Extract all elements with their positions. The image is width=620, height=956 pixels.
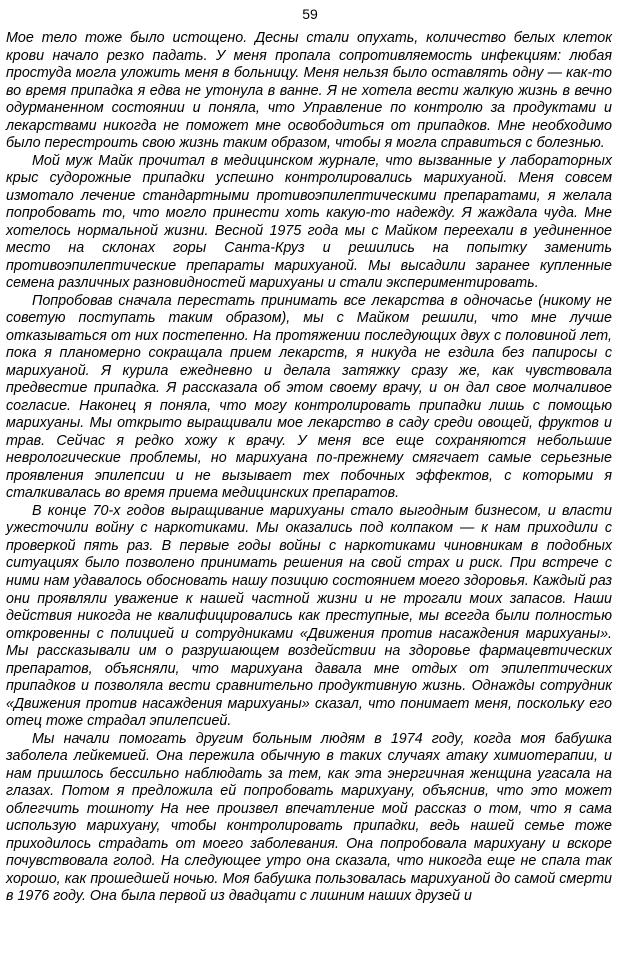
paragraph-5: Мы начали помогать другим больным людям в 1974 году, когда моя бабушка заболела лейкемией. Она пережила обычную в таких случаях атаку химиотерапии, и нам пришлось бессильно наблюдать за тем, как эта энергичная женщина угасала на глазах. Потом я предложила ей попробовать марихуану, объяснив, что это может облегчить тошноту На нее произвел впечатление мой рассказ о том, что я сама использую марихуану, чтобы контролировать припадки, ведь нашей семье тоже приходилось страдать от моего заболевания. Она попробовала марихуану и вскоре почувствовала голод. На следующее утро она сказала, что никогда еще не спала так хорошо, как прошедшей ночью. Моя бабушка пользовалась марихуаной до самой смерти в 1976 году. Она была первой из двадцати с лишним наших друзей и xyxy=(6,730,612,905)
paragraph-3: Попробовав сначала перестать принимать все лекарства в одночасье (никому не советую поступать таким образом), мы с Майком решили, что мне лучше отказываться от них постепенно. На протяжении последующих двух с половиной лет, пока я планомерно сокращала прием лекарств, я никуда не ездила без папиросы с марихуаной. Я курила ежедневно и делала затяжку сразу же, как чувствовала предвестие припадка. Я рассказала об этом своему врачу, и он дал свое молчаливое согласие. Наконец я поняла, что могу контролировать припадки лишь с помощью марихуаны. Мы открыто выращивали мое лекарство в саду среди овощей, фруктов и трав. Сейчас я редко хожу к врачу. У меня все еще сохраняются небольшие неврологические проблемы, но марихуана по-прежнему смягчает самые серьезные проявления эпилепсии и не вызывает тех побочных эффектов, с которыми я сталкивалась во время приема медицинских препаратов. xyxy=(6,292,612,502)
document-body xyxy=(6,30,612,906)
page-number: 59 xyxy=(302,6,318,22)
paragraph-1: Мое тело тоже было истощено. Десны стали опухать, количество белых клеток крови начало резко падать. У меня пропала сопротивляемость инфекциям: любая простуда могла уложить меня в больницу. Меня нельзя было оставлять одну — как-то во время припадка я едва не утонула в ванне. Я не хотела вести жалкую жизнь в вечно одурманенном состоянии и поняла, что Управление по контролю за продуктами и лекарствами никогда не поможет мне освободиться от припадков. Мне необходимо было перестроить свою жизнь таким образом, чтобы я могла справиться с болезнью. xyxy=(6,30,612,152)
paragraph-4: В конце 70-х годов выращивание марихуаны стало выгодным бизнесом, и власти ужесточили войну с наркотиками. Мы оказались под колпаком — к нам приходили с проверкой пять раз. В первые годы войны с наркотиками чиновникам в подобных ситуациях было позволено принимать решения на свой страх и риск. При встрече с ними нам удавалось обосновать нашу позицию состоянием моего здоровья. Каждый раз они проявляли уважение к нашей частной жизни и не трогали моих запасов. Наши действия никогда не квалифицировались как преступные, мы всегда были полностью откровенны с полицией и сотрудниками «Движения против насаждения марихуаны». Мы рассказывали им о разрушающем воздействии на здоровье фармацевтических препаратов, объясняли, что марихуана давала мне отдых от эпилептических припадков и позволяла вести сравнительно продуктивную жизнь. Однажды сотрудник «Движения против насаждения марихуаны» сказал, что понимает меня, поскольку его отец тоже страдал эпилепсией. xyxy=(6,502,612,730)
paragraph-2: Мой муж Майк прочитал в медицинском журнале, что вызванные у лабораторных крыс судорожные припадки успешно контролировались марихуаной. Меня совсем измотало лечение стандартными противоэпилептическими препаратами, я желала попробовать то, что могло принести хоть какую-то надежду. Я жаждала чуда. Мне хотелось нормальной жизни. Весной 1975 года мы с Майком переехали в уединенное место на склонах горы Санта-Круз и решились на попытку заменить противоэпилептические препараты марихуаной. Мы высадили заранее купленные семена различных разновидностей марихуаны и стали экспериментировать. xyxy=(6,152,612,292)
